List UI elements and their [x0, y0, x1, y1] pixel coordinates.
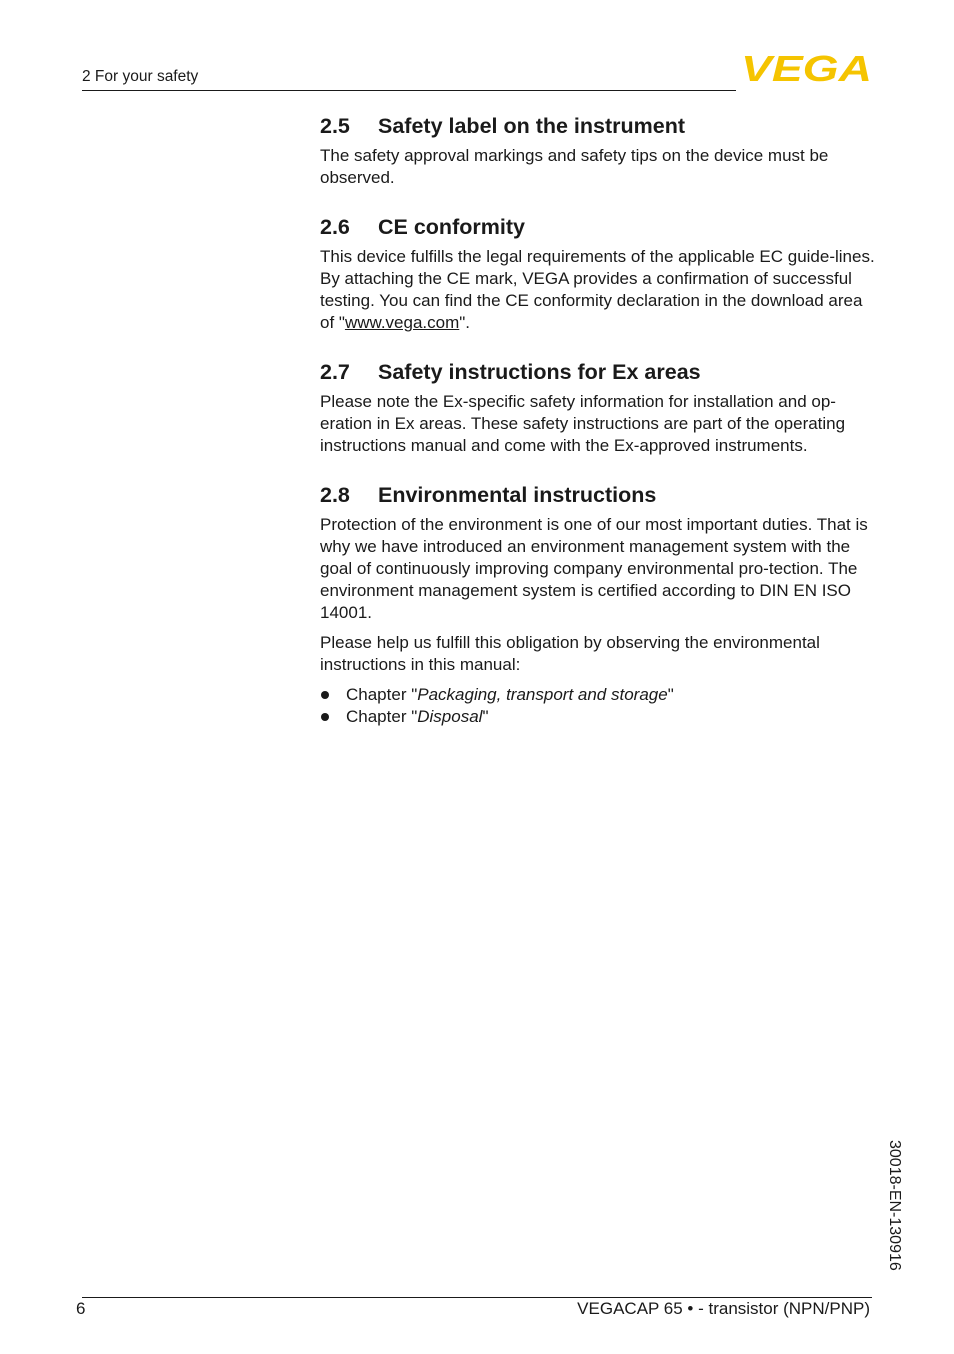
section-2-5 [320, 112, 876, 189]
section-paragraph: Please help us fulfill this obligation by observing the environmental instructions in this manual: [320, 633, 820, 674]
bullet-icon [321, 713, 329, 721]
logo-wordmark: VEGA [741, 52, 872, 84]
list-item-text: Chapter "Disposal" [346, 707, 489, 726]
section-number: 2.6 [320, 215, 350, 239]
section-heading [320, 358, 876, 386]
section-title: Environmental instructions [378, 483, 657, 507]
section-paragraph [320, 246, 876, 334]
header-rule [82, 90, 736, 91]
section-title: Safety label on the instrument [378, 114, 686, 138]
chapter-reference: Disposal [417, 707, 483, 726]
running-head: 2 For your safety [82, 68, 199, 85]
list-item-text: Chapter "Packaging, transport and storage" [346, 685, 674, 704]
list-item [320, 706, 876, 728]
vega-website-link[interactable]: www.vega.com [344, 313, 460, 332]
section-number: 2.8 [320, 483, 350, 507]
section-paragraph: The safety approval markings and safety tips on the device must be observed. [320, 146, 829, 187]
section-title: Safety instructions for Ex areas [378, 360, 701, 384]
footer-rule [82, 1297, 872, 1298]
list-item [320, 684, 876, 706]
bullet-icon [321, 691, 329, 699]
paragraph-text: This device fulfills the legal requirements of the applicable EC guide-lines. By attaching the CE mark, VEGA provides a confirmation of successful testing. You can find the CE conformity declaration in the download area of " [320, 247, 875, 332]
section-paragraph: Please note the Ex-specific safety information for installation and op-eration in Ex areas. These safety instructions are part of the operating instructions manual and come with the Ex-approved instruments. [320, 392, 846, 455]
section-2-7 [320, 358, 876, 457]
section-number: 2.5 [320, 114, 350, 138]
section-number: 2.7 [320, 360, 350, 384]
chapter-reference: Packaging, transport and storage [417, 685, 668, 704]
document-code: 30018-EN-130916 [886, 1140, 903, 1271]
page-content [320, 112, 876, 752]
document-title: VEGACAP 65 • - transistor (NPN/PNP) [577, 1299, 870, 1318]
section-heading [320, 481, 876, 509]
page-number: 6 [76, 1299, 86, 1318]
section-2-8 [320, 481, 876, 728]
section-2-6 [320, 213, 876, 334]
section-heading [320, 112, 876, 140]
section-title: CE conformity [378, 215, 525, 239]
section-heading [320, 213, 876, 241]
bullet-list [320, 684, 876, 728]
section-paragraph: Protection of the environment is one of our most important duties. That is why we have introduced an environment management system with the goal of continuously improving company environmental pro-tection. The environment management system is certified according to DIN EN ISO 14001. [320, 515, 868, 622]
paragraph-text-end: ". [459, 313, 471, 332]
vega-logo [741, 52, 872, 84]
